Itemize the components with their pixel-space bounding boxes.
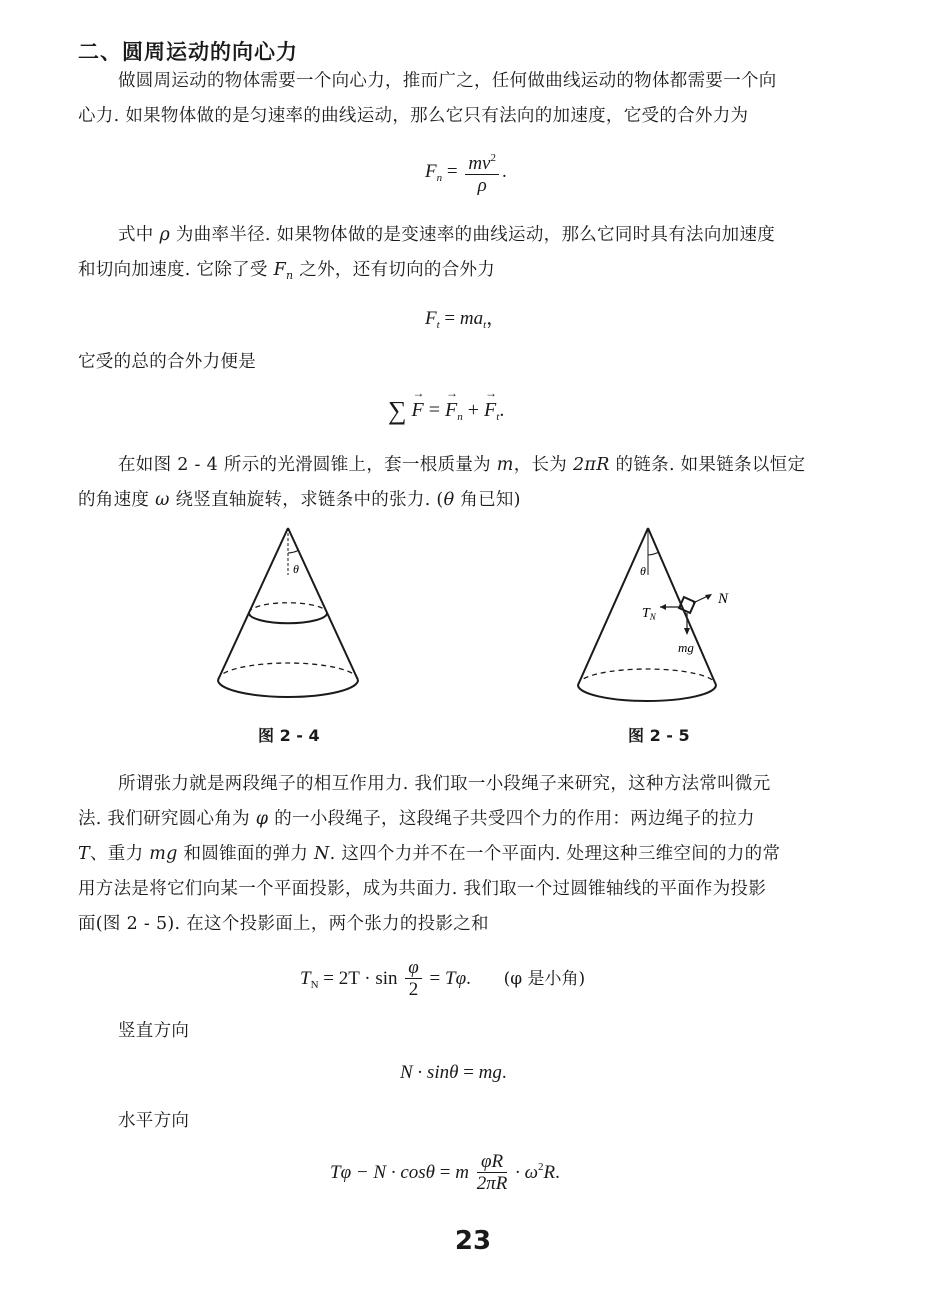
paragraph-line: 式中 ρ 为曲率半径. 如果物体做的是变速率的曲线运动，那么它同时具有法向加速度 bbox=[118, 225, 776, 245]
paragraph-line: 它受的总的合外力便是 bbox=[78, 352, 256, 372]
paragraph-line: 的角速度 ω 绕竖直轴旋转，求链条中的张力. (θ 角已知) bbox=[78, 490, 521, 510]
paragraph-line: 心力. 如果物体做的是匀速率的曲线运动，那么它只有法向的加速度，它受的合外力为 bbox=[78, 106, 749, 126]
equation-vertical: N · sinθ = mg. bbox=[400, 1062, 507, 1083]
figure-force-diagram bbox=[560, 525, 760, 710]
page-number: 23 bbox=[454, 1226, 492, 1256]
paragraph-line: 所谓张力就是两段绳子的相互作用力. 我们取一小段绳子来研究，这种方法常叫微元 bbox=[118, 774, 771, 794]
paragraph-line: 做圆周运动的物体需要一个向心力，推而广之，任何做曲线运动的物体都需要一个向 bbox=[118, 71, 777, 91]
section-heading: 二、圆周运动的向心力 bbox=[78, 40, 298, 64]
equation-horizontal: Tφ − N · cosθ = m $\frac{\varphi R}{2\pi R}$ · $\omega^2R$. bbox=[330, 1151, 560, 1194]
figure-cone-chain bbox=[200, 525, 380, 710]
equation-total-force: ∑ → F = → $F_n$ + → $F_t$. bbox=[388, 396, 504, 426]
figure-caption: 图 2 - 5 bbox=[628, 726, 690, 745]
paragraph-line: 法. 我们研究圆心角为 φ 的一小段绳子，这段绳子共受四个力的作用：两边绳子的拉力 bbox=[78, 809, 755, 829]
paragraph-line: T、重力 mg 和圆锥面的弹力 N. 这四个力并不在一个平面内. 处理这种三维空间的力的常 bbox=[78, 844, 781, 864]
paragraph-line: 水平方向 bbox=[118, 1111, 190, 1131]
figure-caption: 图 2 - 4 bbox=[258, 726, 320, 745]
paragraph-line: 用方法是将它们向某一个平面投影，成为共面力. 我们取一个过圆锥轴线的平面作为投影 bbox=[78, 879, 767, 899]
equation-tangential-force: $F_t = ma_t$， bbox=[425, 308, 506, 331]
paragraph-line: 面(图 2 - 5). 在这个投影面上，两个张力的投影之和 bbox=[78, 914, 489, 934]
theta-label: θ bbox=[640, 564, 646, 578]
theta-label: θ bbox=[293, 562, 299, 576]
equation-tension-projection: $T_N = 2T \cdot \sin$ $\frac{\varphi}{2}$ = Tφ. (φ 是小角) bbox=[300, 957, 586, 1000]
gravity-label: mg bbox=[678, 640, 694, 655]
equation-normal-force: $F_n$ = $\frac{mv^2}{\rho}$ . bbox=[425, 148, 507, 197]
paragraph-line: 竖直方向 bbox=[118, 1021, 190, 1041]
normal-force-label: N bbox=[718, 591, 729, 607]
tension-label: $T_N$ bbox=[642, 606, 656, 622]
paragraph-line: 和切向加速度. 它除了受 $F_n$ 之外，还有切向的合外力 bbox=[78, 260, 496, 282]
paragraph-line: 在如图 2 - 4 所示的光滑圆锥上，套一根质量为 m，长为 2πR 的链条. 如果链条以恒定 bbox=[118, 455, 806, 475]
